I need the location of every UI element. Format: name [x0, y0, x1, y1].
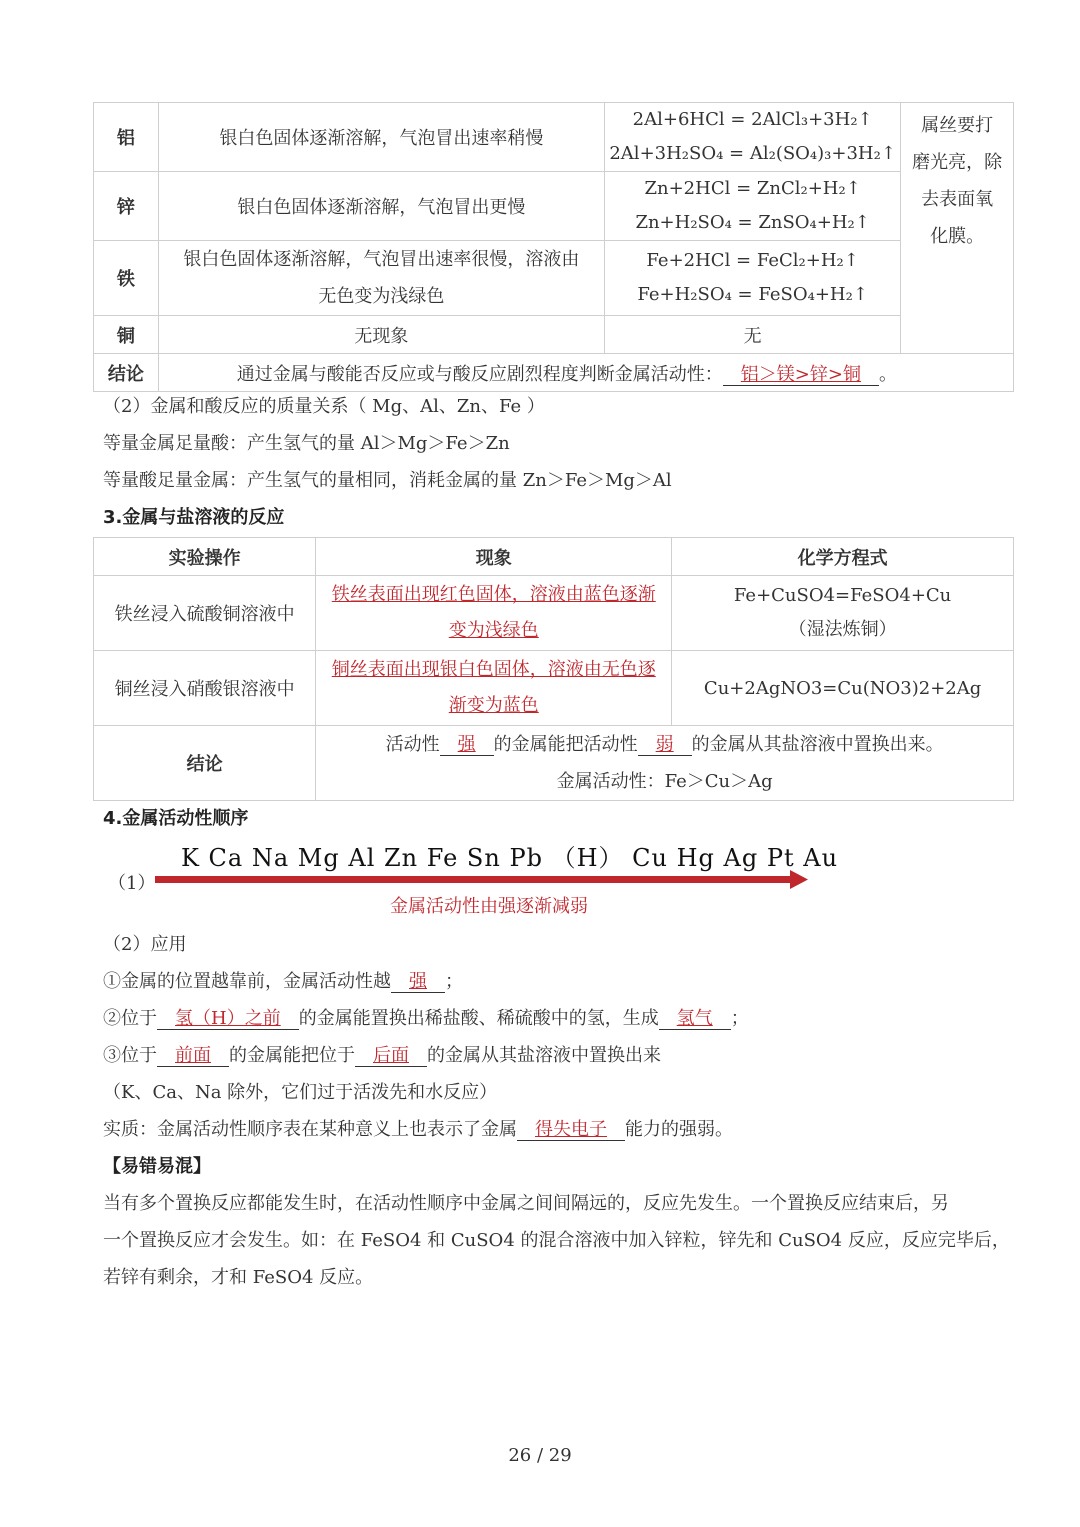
- section4-heading: 4.金属活动性顺序: [103, 808, 249, 829]
- metal-cell: 铝: [94, 103, 159, 172]
- conclusion-cell: [158, 354, 1013, 392]
- conclusion-text: 的金属从其盐溶液中置换出来。: [691, 734, 944, 755]
- equation-line: 2Al+3H₂SO₄ = Al₂(SO₄)₃+3H₂↑: [609, 143, 896, 164]
- conclusion-line1: [316, 726, 1013, 763]
- phenomenon-cell: [316, 651, 672, 726]
- operation-cell: 铜丝浸入硝酸银溶液中: [94, 651, 316, 726]
- conclusion-answer: 铝＞镁>锌>铜: [723, 364, 879, 386]
- item-text: 的金属能把位于: [229, 1045, 355, 1066]
- mistakes-line: 若锌有剩余，才和 FeSO4 反应。: [103, 1267, 374, 1288]
- conclusion-text: 活动性: [385, 734, 440, 755]
- item-text: 的金属能置换出稀盐酸、稀硫酸中的氢，生成: [298, 1008, 659, 1029]
- phenomenon-answer: 变为浅绿色: [448, 620, 539, 641]
- item-text: ③位于: [103, 1045, 157, 1066]
- essence-line: [103, 1115, 733, 1141]
- section3-heading: 3.金属与盐溶液的反应: [103, 507, 285, 528]
- equation-cell: [672, 576, 1014, 651]
- equation-line: Fe+H₂SO₄ = FeSO₄+H₂↑: [637, 284, 868, 305]
- section2-line2: 等量酸足量金属：产生氢气的量相同，消耗金属的量 Zn＞Fe＞Mg＞Al: [103, 470, 672, 491]
- header-operation: 实验操作: [94, 538, 316, 576]
- equation-cell: [604, 241, 900, 316]
- phenomenon-line: 银白色固体逐渐溶解，气泡冒出速率很慢，溶液由: [183, 249, 580, 270]
- equation-line: Fe+2HCl = FeCl₂+H₂↑: [646, 250, 859, 271]
- conclusion-cell: [316, 726, 1014, 801]
- equation-cell: Cu+2AgNO3=Cu(NO3)2+2Ag: [672, 651, 1014, 726]
- equation-line: 2Al+6HCl = 2AlCl₃+3H₂↑: [632, 109, 873, 130]
- phenomenon-answer: 铜丝表面出现银白色固体，溶液由无色逐: [331, 659, 656, 680]
- item-text: ；: [445, 971, 463, 992]
- metal-cell: 锌: [94, 172, 159, 241]
- application-title: （2）应用: [103, 934, 187, 955]
- essence-text: 能力的强弱。: [625, 1119, 733, 1140]
- item-answer: 氢（H）之前: [157, 1008, 299, 1030]
- phenomenon-line: 无色变为浅绿色: [318, 286, 445, 307]
- conclusion-line2: 金属活动性：Fe＞Cu＞Ag: [556, 771, 773, 792]
- item-text: ；: [730, 1008, 749, 1029]
- arrow-label: 金属活动性由强逐渐减弱: [390, 896, 588, 917]
- item-answer: 氢气: [659, 1008, 731, 1030]
- phenomenon-cell: 银白色固体逐渐溶解，气泡冒出速率稍慢: [158, 103, 604, 172]
- item-text: ①金属的位置越靠前，金属活动性越: [103, 971, 391, 992]
- page-number: 26 / 29: [508, 1445, 572, 1466]
- application-item-2: [103, 1004, 749, 1030]
- section2-title: （2）金属和酸反应的质量关系（ Mg、Al、Zn、Fe ）: [103, 396, 545, 417]
- operation-cell: 铁丝浸入硫酸铜溶液中: [94, 576, 316, 651]
- application-item-1: [103, 967, 463, 993]
- note-line: 属丝要打: [921, 115, 994, 136]
- equation-line: Zn+H₂SO₄ = ZnSO₄+H₂↑: [635, 212, 870, 233]
- conclusion-text: 通过金属与酸能否反应或与酸反应剧烈程度判断金属活动性：: [236, 363, 723, 385]
- metal-cell: 铁: [94, 241, 159, 316]
- item-answer: 后面: [355, 1045, 427, 1067]
- phenomenon-answer: 铁丝表面出现红色固体，溶液由蓝色逐渐: [331, 584, 656, 605]
- conclusion-answer: 弱: [638, 734, 692, 756]
- item-answer: 强: [391, 971, 445, 993]
- phenomenon-answer: 渐变为蓝色: [448, 695, 539, 716]
- activity-series: K Ca Na Mg Al Zn Fe Sn Pb （H） Cu Hg Ag Pt Au: [181, 844, 839, 872]
- phenomenon-cell: 银白色固体逐渐溶解，气泡冒出更慢: [158, 172, 604, 241]
- header-equation: 化学方程式: [672, 538, 1014, 576]
- conclusion-end: 。: [878, 363, 897, 385]
- mistakes-heading: 【易错易混】: [103, 1156, 211, 1177]
- mistakes-line: 当有多个置换反应都能发生时，在活动性顺序中金属之间间隔远的，反应先发生。一个置换反应结束后，另: [103, 1193, 949, 1214]
- essence-text: 实质：金属活动性顺序表在某种意义上也表示了金属: [103, 1119, 517, 1140]
- equation-cell: [604, 172, 900, 241]
- header-phenomenon: 现象: [316, 538, 672, 576]
- equation-cell: 无: [604, 316, 900, 354]
- note-cell: [901, 103, 1014, 354]
- application-note: （K、Ca、Na 除外，它们过于活泼先和水反应）: [103, 1082, 498, 1103]
- equation-line: Fe+CuSO4=FeSO4+Cu: [733, 585, 952, 606]
- conclusion-label: 结论: [94, 354, 159, 392]
- item-text: ②位于: [103, 1008, 157, 1029]
- note-line: 去表面氧: [921, 189, 994, 210]
- phenomenon-cell: 无现象: [158, 316, 604, 354]
- phenomenon-cell: [158, 241, 604, 316]
- equation-cell: [604, 103, 900, 172]
- conclusion-label: 结论: [94, 726, 316, 801]
- metal-salt-table: [93, 537, 1014, 801]
- note-line: 化膜。: [930, 226, 985, 247]
- conclusion-text: 的金属能把活动性: [493, 734, 638, 755]
- item-text: 的金属从其盐溶液中置换出来: [427, 1045, 661, 1066]
- application-item-3: [103, 1041, 661, 1067]
- note-line: 磨光亮，除: [912, 152, 1003, 173]
- equation-note: （湿法炼铜）: [788, 619, 897, 640]
- equation-line: Zn+2HCl = ZnCl₂+H₂↑: [644, 178, 861, 199]
- item-answer: 前面: [157, 1045, 229, 1067]
- metal-cell: 铜: [94, 316, 159, 354]
- phenomenon-cell: [316, 576, 672, 651]
- mistakes-line: 一个置换反应才会发生。如：在 FeSO4 和 CuSO4 的混合溶液中加入锌粒，锌先和 CuSO4 反应，反应完毕后，: [103, 1230, 1010, 1251]
- conclusion-answer: 强: [440, 734, 494, 756]
- series-label: （1）: [108, 873, 156, 894]
- metal-acid-table: [93, 102, 1014, 392]
- essence-answer: 得失电子: [517, 1119, 625, 1141]
- activity-arrow-icon: [155, 870, 810, 890]
- section2-line1: 等量金属足量酸：产生氢气的量 Al＞Mg＞Fe＞Zn: [103, 433, 510, 454]
